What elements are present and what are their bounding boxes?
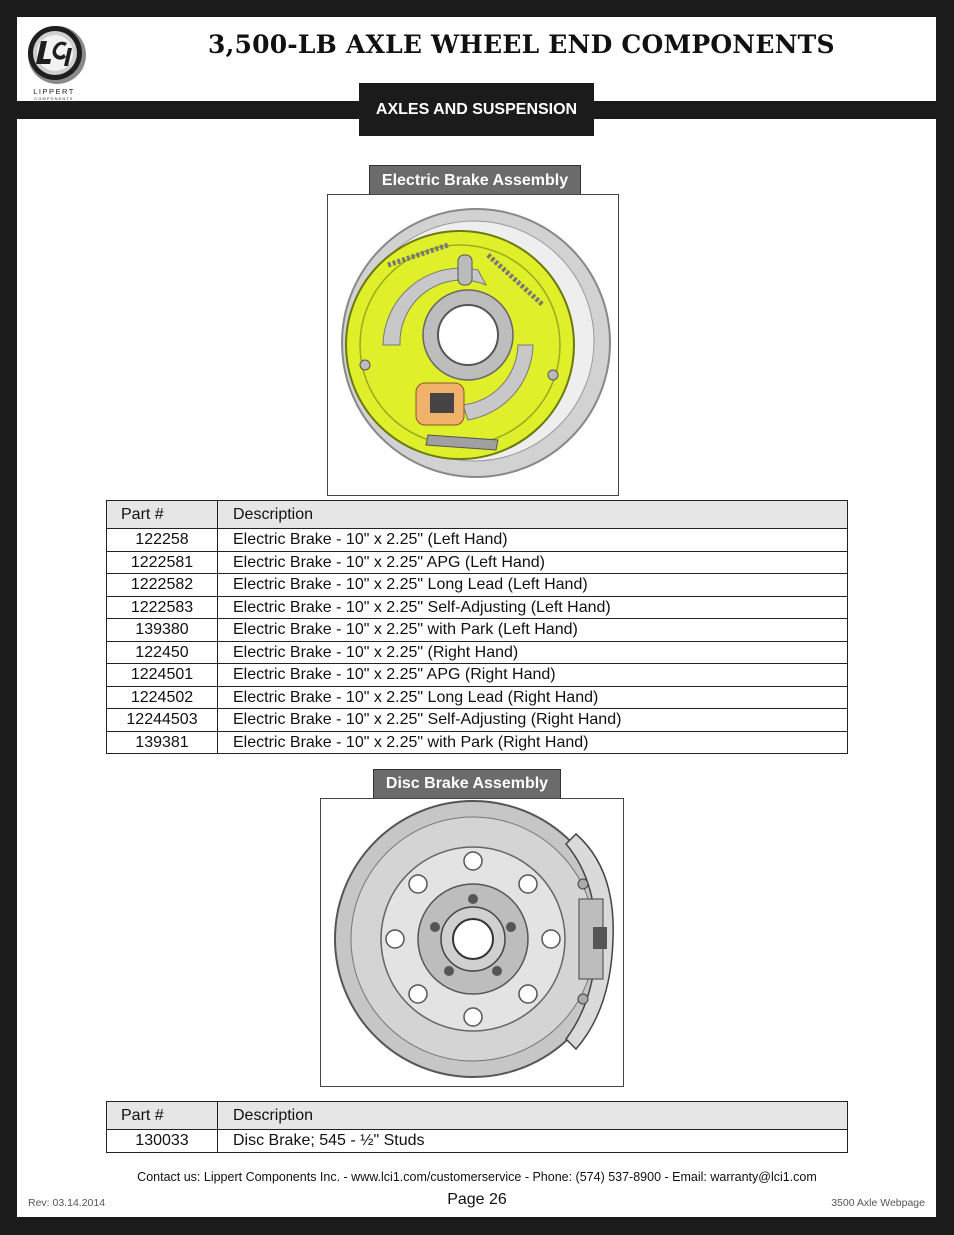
- document-label: 3500 Axle Webpage: [831, 1197, 925, 1209]
- part-number-header: Part #: [107, 1102, 218, 1130]
- description: Electric Brake - 10" x 2.25" Self-Adjusting (Right Hand): [218, 709, 848, 732]
- part-number: 1222582: [107, 574, 218, 597]
- disc-brake-table: [106, 1101, 848, 1153]
- table-header-row: [107, 1102, 848, 1130]
- revision-date: Rev: 03.14.2014: [28, 1197, 106, 1209]
- electric-brake-illustration: [328, 195, 618, 495]
- electric-brake-caption: Electric Brake Assembly: [369, 165, 581, 196]
- part-number-header: Part #: [107, 501, 218, 529]
- contact-line: Contact us: Lippert Components Inc. - www.lci1.com/customerservice - Phone: (574) 537-8900 - Email: warranty@lci1.com: [137, 1170, 817, 1184]
- table-row: [107, 529, 848, 552]
- description: Electric Brake - 10" x 2.25" (Right Hand): [218, 641, 848, 664]
- part-number: 122258: [107, 529, 218, 552]
- description: Electric Brake - 10" x 2.25" APG (Left Hand): [218, 551, 848, 574]
- description-header: Description: [218, 501, 848, 529]
- description: Disc Brake; 545 - ½" Studs: [218, 1130, 848, 1153]
- page-title: 3,500-LB AXLE WHEEL END COMPONENTS: [208, 30, 835, 59]
- svg-text:LIPPERT: LIPPERT: [33, 87, 75, 96]
- lci-logo-icon: [17, 17, 88, 101]
- section-tab: AXLES AND SUSPENSION: [359, 83, 594, 136]
- part-number: 1222583: [107, 596, 218, 619]
- description: Electric Brake - 10" x 2.25" with Park (Left Hand): [218, 619, 848, 642]
- description: Electric Brake - 10" x 2.25" Long Lead (Right Hand): [218, 686, 848, 709]
- description: Electric Brake - 10" x 2.25" Long Lead (Left Hand): [218, 574, 848, 597]
- description: Electric Brake - 10" x 2.25" (Left Hand): [218, 529, 848, 552]
- part-number: 12244503: [107, 709, 218, 732]
- part-number: 1224501: [107, 664, 218, 687]
- electric-brake-image: [327, 194, 619, 496]
- part-number: 1222581: [107, 551, 218, 574]
- page-number: Page 26: [447, 1191, 507, 1208]
- table-row: [107, 731, 848, 754]
- table-row: [107, 709, 848, 732]
- description: Electric Brake - 10" x 2.25" Self-Adjusting (Left Hand): [218, 596, 848, 619]
- description: Electric Brake - 10" x 2.25" APG (Right Hand): [218, 664, 848, 687]
- disc-brake-illustration: [321, 799, 623, 1086]
- table-row: [107, 641, 848, 664]
- electric-brake-table: [106, 500, 848, 754]
- table-row: [107, 574, 848, 597]
- logo-panel: [17, 17, 88, 101]
- part-number: 130033: [107, 1130, 218, 1153]
- table-row: [107, 619, 848, 642]
- table-row: [107, 1130, 848, 1153]
- table-row: [107, 596, 848, 619]
- description: Electric Brake - 10" x 2.25" with Park (Right Hand): [218, 731, 848, 754]
- part-number: 122450: [107, 641, 218, 664]
- svg-text:COMPONENTS: COMPONENTS: [34, 97, 74, 101]
- disc-brake-image: [320, 798, 624, 1087]
- table-row: [107, 551, 848, 574]
- table-row: [107, 686, 848, 709]
- description-header: Description: [218, 1102, 848, 1130]
- part-number: 139380: [107, 619, 218, 642]
- part-number: 1224502: [107, 686, 218, 709]
- disc-brake-caption: Disc Brake Assembly: [373, 769, 561, 799]
- table-header-row: [107, 501, 848, 529]
- part-number: 139381: [107, 731, 218, 754]
- table-row: [107, 664, 848, 687]
